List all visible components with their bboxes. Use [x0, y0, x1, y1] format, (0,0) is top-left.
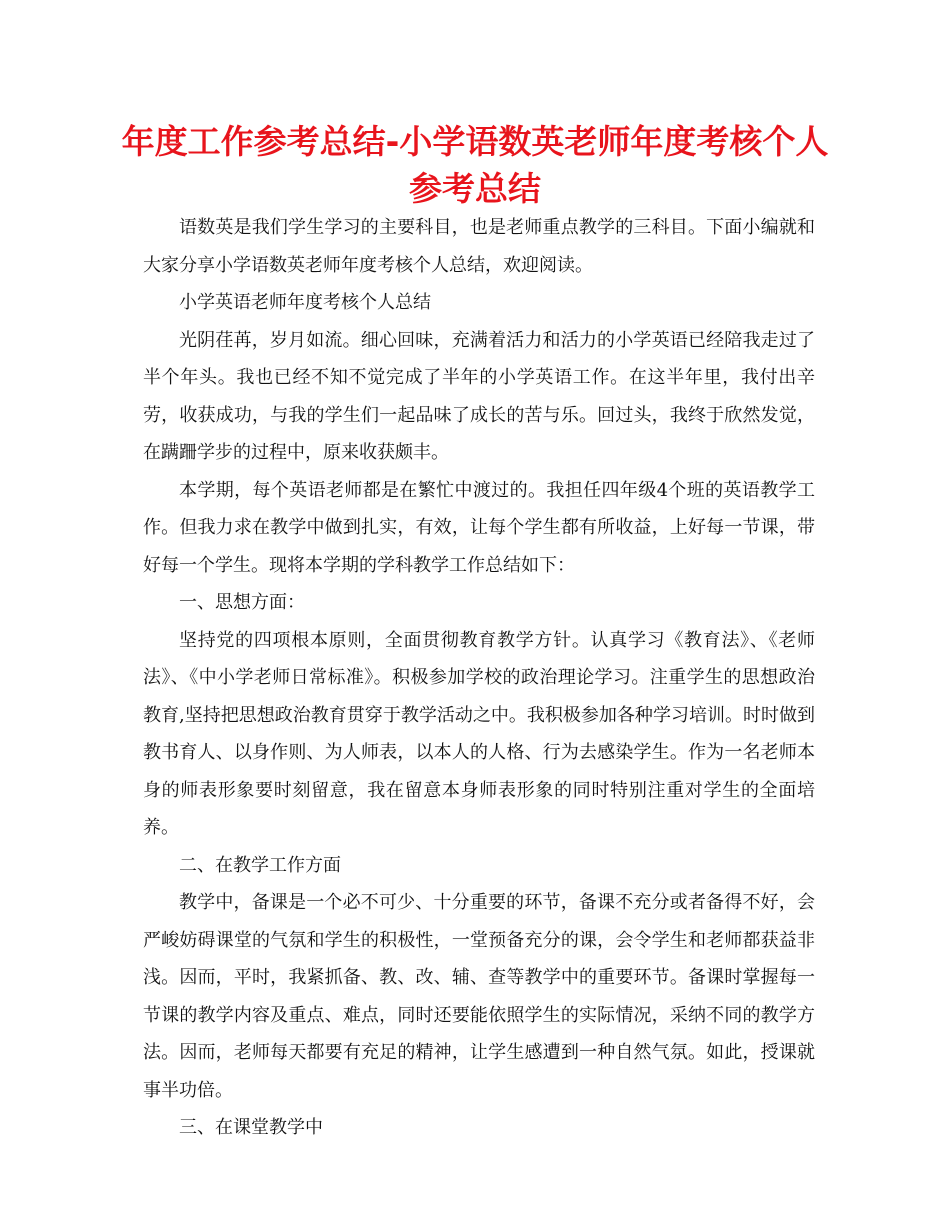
section-heading: 一、思想方面：	[179, 592, 305, 613]
paragraph: 本学期，每个英语老师都是在繁忙中渡过的。我担任四年级4个班的英语教学工作。但我力求在教学中做到扎实，有效，让每个学生都有所收益，上好每一节课，带好每一个学生。现将本学期的学科教学工作总结如下：	[143, 479, 815, 576]
section-heading: 小学英语老师年度考核个人总结	[179, 292, 431, 313]
section-heading: 三、在课堂教学中	[179, 1117, 323, 1138]
document-title	[120, 118, 830, 212]
document-body	[143, 209, 815, 1147]
section-heading: 二、在教学工作方面	[179, 854, 341, 876]
intro-paragraph: 语数英是我们学生学习的主要科目，也是老师重点教学的三科目。下面小编就和大家分享小学语数英老师年度考核个人总结，欢迎阅读。	[143, 217, 815, 276]
title-line-1: 年度工作参考总结-小学语数英老师年度考核个人	[121, 122, 829, 161]
title-line-2: 参考总结	[409, 169, 541, 208]
paragraph: 光阴荏苒，岁月如流。细心回味，充满着活力和活力的小学英语已经陪我走过了半个年头。我也已经不知不觉完成了半年的小学英语工作。在这半年里，我付出辛劳，收获成功，与我的学生们一起品味了成长的苦与乐。回过头，我终于欣然发觉，在蹒跚学步的过程中，原来收获颇丰。	[143, 329, 815, 463]
paragraph: 坚持党的四项根本原则，全面贯彻教育教学方针。认真学习《教育法》、《老师法》、《中小学老师日常标准》。积极参加学校的政治理论学习。注重学生的思想政治教育,坚持把思想政治教育贯穿于教学活动之中。我积极参加各种学习培训。时时做到教书育人、以身作则、为人师表，以本人的人格、行为去感染学生。作为一名老师本身的师表形象要时刻留意，我在留意本身师表形象的同时特别注重对学生的全面培养。	[143, 629, 815, 838]
paragraph: 教学中，备课是一个必不可少、十分重要的环节，备课不充分或者备得不好，会严峻妨碍课堂的气氛和学生的积极性，一堂预备充分的课，会令学生和老师都获益非浅。因而，平时，我紧抓备、教、改、辅、查等教学中的重要环节。备课时掌握每一节课的教学内容及重点、难点，同时还要能依照学生的实际情况，采纳不同的教学方法。因而，老师每天都要有充足的精神，让学生感遭到一种自然气氛。如此，授课就事半功倍。	[143, 892, 815, 1101]
